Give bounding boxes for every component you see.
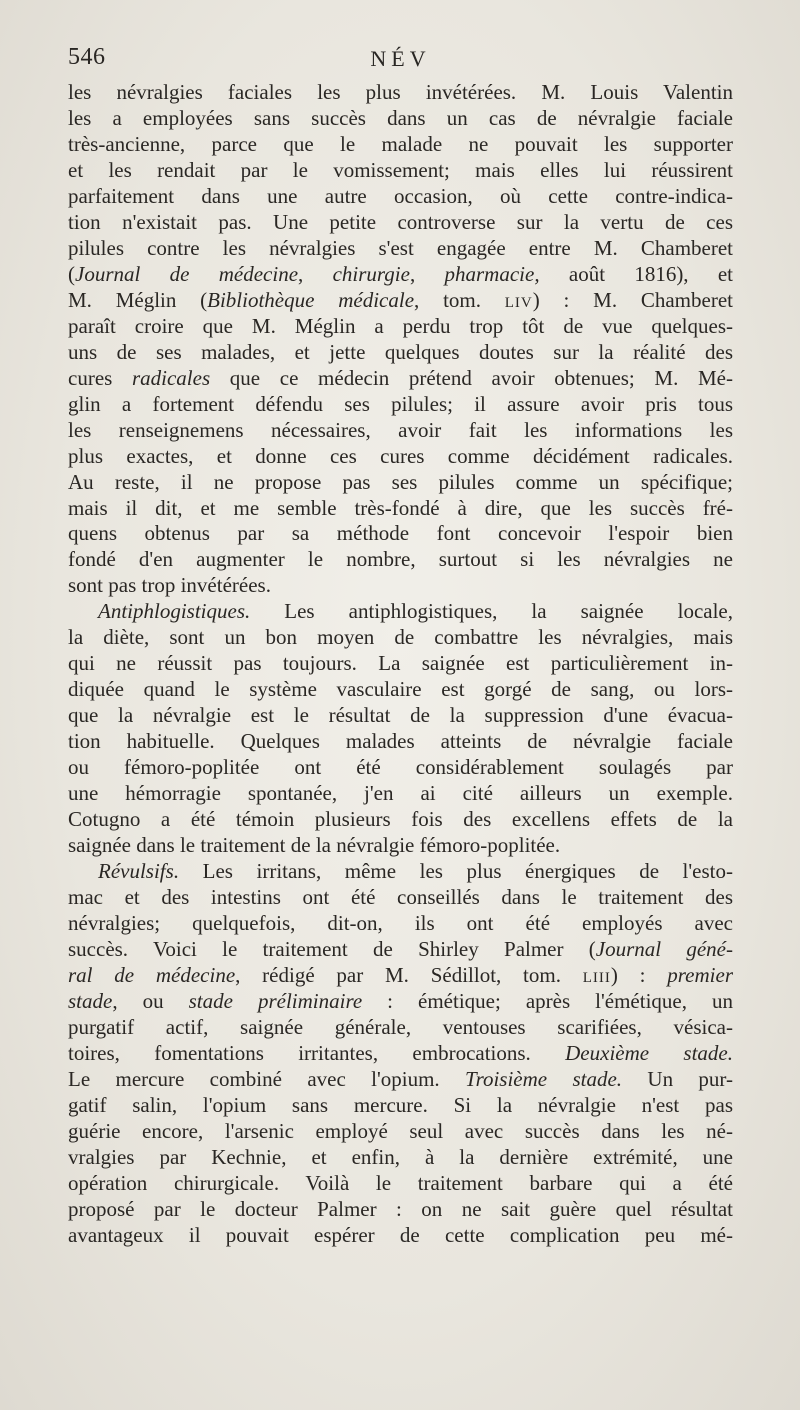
text-span: proposé par le docteur Palmer : on ne sait guère quel résultat [68, 1196, 733, 1221]
text-span: plus exactes, et donne ces cures comme décidément radicales. [68, 443, 733, 468]
text-span: paraît croire que M. Méglin a perdu trop tôt de vue quelques- [68, 313, 733, 338]
body-text [68, 80, 733, 1249]
text-span: LIV [504, 294, 533, 311]
text-span: , [298, 261, 333, 286]
text-span: mais il dit, et me semble très-fondé à dire, que les succès fré- [68, 495, 733, 520]
text-span: LIII [582, 969, 611, 986]
text-span: , [409, 261, 445, 286]
italic-text: Deuxième stade. [565, 1040, 733, 1065]
text-line [68, 366, 733, 392]
text-line [68, 989, 733, 1015]
text-span: fondé d'en augmenter le nombre, surtout si les névralgies ne [68, 547, 733, 572]
text-span: les a employées sans succès dans un cas de névralgie faciale [68, 105, 733, 130]
text-span: purgatif actif, saignée générale, ventouses scarifiées, vésica- [68, 1014, 733, 1039]
text-span: que ce médecin prétend avoir obtenues; M. Mé- [210, 365, 733, 390]
text-span: Le mercure combiné avec l'opium. [68, 1066, 466, 1091]
text-line [68, 210, 733, 236]
italic-text: Révulsifs. [98, 859, 180, 884]
text-span: diquée quand le système vasculaire est gorgé de sang, ou lors- [68, 677, 733, 702]
text-span: uns de ses malades, et jette quelques doutes sur la réalité des [68, 339, 733, 364]
text-span: tion n'existait pas. Une petite controverse sur la vertu de ces [68, 209, 733, 234]
text-span: , tom. [414, 287, 505, 312]
text-span: avantageux il pouvait espérer de cette complication peu mé- [68, 1222, 733, 1247]
text-line [68, 755, 733, 781]
italic-text: chirurgie [332, 261, 410, 286]
text-line [68, 392, 733, 418]
text-span: Cotugno a été témoin plusieurs fois des excellens effets de la [68, 807, 733, 832]
text-span: août 1816), et [539, 261, 733, 286]
page-number: 546 [68, 44, 106, 70]
text-line [68, 262, 733, 288]
italic-text: Journal de médecine [75, 261, 299, 286]
text-line [68, 1093, 733, 1119]
text-line [68, 236, 733, 262]
italic-text: radicales [131, 365, 211, 390]
text-span: ) : M. Chamberet [532, 287, 733, 312]
italic-text: ral de médecine [68, 962, 236, 987]
text-span: gatif salin, l'opium sans mercure. Si la névralgie n'est pas [68, 1092, 733, 1117]
text-span: , ou [112, 988, 189, 1013]
text-span: vralgies par Kechnie, et enfin, à la dernière extrémité, une [68, 1144, 733, 1169]
text-span: ( [68, 261, 75, 286]
text-line [68, 158, 733, 184]
text-line [68, 651, 733, 677]
text-line [68, 1223, 733, 1249]
running-head: NÉV [370, 46, 431, 71]
text-span: la diète, sont un bon moyen de combattre les névralgies, mais [68, 625, 733, 650]
text-span: qui ne réussit pas toujours. La saignée est particulièrement in- [68, 651, 733, 676]
text-span: glin a fortement défendu ses pilules; il assure avoir pris tous [68, 391, 733, 416]
text-span: et les rendait par le vomissement; mais elles lui réussirent [68, 157, 733, 182]
text-span: tion habituelle. Quelques malades atteints de névralgie faciale [68, 729, 733, 754]
text-span: Les antiphlogistiques, la saignée locale, [250, 599, 733, 624]
text-line [68, 625, 733, 651]
text-span: ou fémoro-poplitée ont été considérablement soulagés par [68, 755, 733, 780]
text-span: toires, fomentations irritantes, embrocations. [68, 1040, 566, 1065]
text-line [68, 1015, 733, 1041]
italic-text: Journal géné- [595, 936, 733, 961]
text-line [68, 573, 733, 599]
text-line [68, 807, 733, 833]
text-span: : émétique; après l'émétique, un [362, 988, 733, 1013]
text-span: que la névralgie est le résultat de la suppression d'une évacua- [68, 703, 733, 728]
text-line [68, 418, 733, 444]
text-span: mac et des intestins ont été conseillés dans le traitement des [68, 885, 733, 910]
italic-text: premier [667, 962, 733, 987]
text-span: Les irritans, même les plus énergiques de l'esto- [179, 859, 733, 884]
text-line [68, 521, 733, 547]
text-span: les névralgies faciales les plus invétérées. M. Louis Valentin [68, 80, 733, 104]
text-line [68, 911, 733, 937]
text-line [68, 106, 733, 132]
text-line [68, 781, 733, 807]
text-span: très-ancienne, parce que le malade ne pouvait les supporter [68, 131, 733, 156]
italic-text: Antiphlogistiques. [98, 599, 251, 624]
text-line [68, 937, 733, 963]
text-span: quens obtenus par sa méthode font concevoir l'espoir bien [68, 521, 733, 546]
text-span: cures [68, 365, 132, 390]
text-line [68, 184, 733, 210]
text-line [68, 496, 733, 522]
text-line [68, 1171, 733, 1197]
text-line [68, 703, 733, 729]
text-line [68, 444, 733, 470]
text-line [68, 1067, 733, 1093]
text-line [68, 729, 733, 755]
text-span: Un pur- [622, 1066, 733, 1091]
text-span: pilules contre les névralgies s'est engagée entre M. Chamberet [68, 235, 733, 260]
italic-text: Troisième stade. [465, 1066, 623, 1091]
text-span: Au reste, il ne propose pas ses pilules comme un spécifique; [68, 469, 733, 494]
text-span: , rédigé par M. Sédillot, tom. [235, 962, 583, 987]
text-span: parfaitement dans une autre occasion, où cette contre-indica- [68, 183, 733, 208]
text-line [68, 963, 733, 989]
text-line [68, 885, 733, 911]
text-span: succès. Voici le traitement de Shirley Palmer ( [68, 936, 596, 961]
text-line [68, 80, 733, 106]
text-line [68, 547, 733, 573]
page-header [68, 44, 733, 84]
text-span: ) : [610, 962, 668, 987]
text-line [68, 288, 733, 314]
text-line [68, 1197, 733, 1223]
text-span: M. Méglin ( [68, 287, 208, 312]
text-span: une hémorragie spontanée, j'en ai cité ailleurs un exemple. [68, 781, 733, 806]
text-span: guérie encore, l'arsenic employé seul avec succès dans les né- [68, 1118, 733, 1143]
text-line [68, 1041, 733, 1067]
text-line [68, 314, 733, 340]
text-span: névralgies; quelquefois, dit-on, ils ont été employés avec [68, 911, 733, 935]
text-span: opération chirurgicale. Voilà le traitement barbare qui a été [68, 1170, 733, 1195]
text-line [68, 859, 733, 885]
text-span: saignée dans le traitement de la névralgie fémoro-poplitée. [68, 833, 561, 858]
text-line [68, 599, 733, 625]
text-line [68, 833, 733, 859]
text-line [68, 470, 733, 496]
italic-text: stade préliminaire [188, 988, 363, 1013]
text-line [68, 1119, 733, 1145]
text-line [68, 340, 733, 366]
text-span: sont pas trop invétérées. [68, 573, 271, 598]
italic-text: stade [68, 988, 113, 1013]
text-line [68, 132, 733, 158]
text-line [68, 677, 733, 703]
text-line [68, 1145, 733, 1171]
text-span: les renseignemens nécessaires, avoir fait les informations les [68, 417, 733, 442]
italic-text: pharmacie, [444, 261, 540, 286]
italic-text: Bibliothèque médicale [207, 287, 415, 312]
